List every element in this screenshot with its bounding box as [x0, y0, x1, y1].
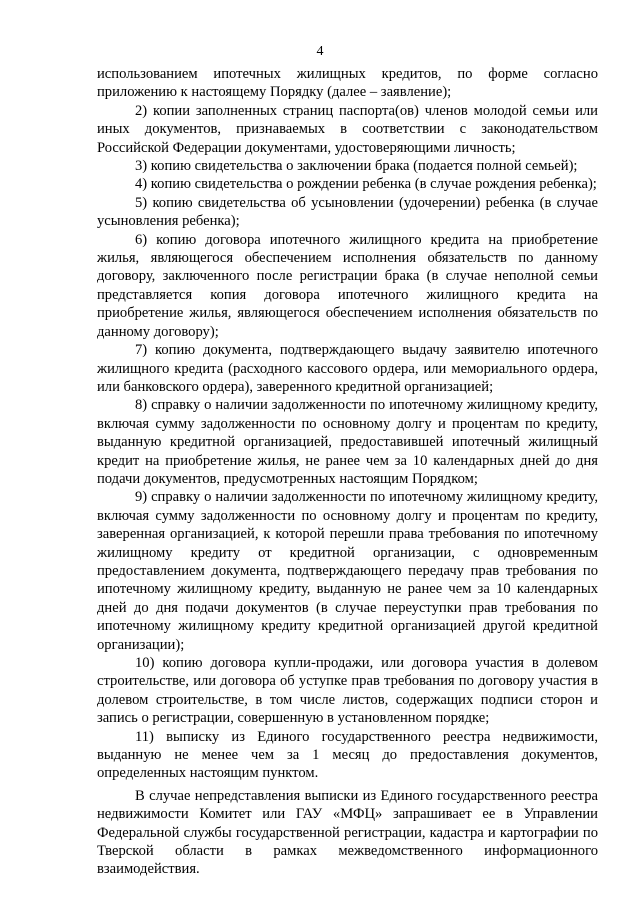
- paragraph-continuation: использованием ипотечных жилищных кредитов, по форме согласно приложению к настоящему Порядку (далее – заявление);: [97, 66, 598, 101]
- document-body: [97, 65, 598, 879]
- list-item-3: 3) копию свидетельства о заключении брака (подается полной семьей);: [135, 158, 578, 175]
- list-item-5: 5) копию свидетельства об усыновлении (удочерении) ребенка (в случае усыновления ребенка);: [97, 194, 598, 230]
- list-item-4: 4) копию свидетельства о рождении ребенка (в случае рождения ребенка);: [135, 176, 597, 193]
- list-item-11: 11) выписку из Единого государственного реестра недвижимости, выданную не менее чем за 1 месяц до предоставления документов, определенных настоящим пунктом.: [97, 728, 598, 782]
- list-item-2: 2) копии заполненных страниц паспорта(ов) членов молодой семьи или иных документов, признаваемых в соответствии с законодательством Российской Федерации документами, удостоверяющими личность;: [97, 102, 598, 156]
- paragraph-final: В случае непредставления выписки из Единого государственного реестра недвижимости Комитет или ГАУ «МФЦ» запрашивает ее в Управлении Федеральной службы государственной регистрации, кадастра и картографии по Тверской области в рамках межведомственного информационного взаимодействия.: [97, 787, 598, 878]
- list-item-6: 6) копию договора ипотечного жилищного кредита на приобретение жилья, являющегося обеспечением исполнения обязательств по данному договору, заключенного после регистрации брака (в случае неполной семьи представляется копия договора ипотечного жилищного кредита на приобретение жилья, являющегося обеспечением исполнения обязательств по данному договору);: [97, 231, 598, 340]
- list-item-9: 9) справку о наличии задолженности по ипотечному жилищному кредиту, включая сумму задолженности по основному долгу и процентам по кредиту, заверенная организацией, к которой перешли права требования по ипотечному жилищному кредиту от кредитной организации, с одновременным предоставлением документа, подтверждающего передачу прав требования по ипотечному жилищному кредиту, выданную не ранее чем за 10 календарных дней до дня подачи документов (в случае переуступки прав требования по ипотечному жилищному кредиту кредитной организацией другой кредитной организации);: [97, 489, 598, 653]
- list-item-8: 8) справку о наличии задолженности по ипотечному жилищному кредиту, включая сумму задолженности по основному долгу и процентам по кредиту, выданную кредитной организацией, предоставившей ипотечный жилищный кредит на приобретение жилья, не ранее чем за 10 календарных дней до дня подачи документов, предусмотренных настоящим Порядком;: [97, 397, 598, 487]
- list-item-7: 7) копию документа, подтверждающего выдачу заявителю ипотечного жилищного кредита (расходного кассового ордера, или мемориального ордера, или банковского ордера), заверенного кредитной организацией;: [97, 342, 598, 395]
- list-item-10: 10) копию договора купли-продажи, или договора участия в долевом строительстве, или договора об уступке прав требования по договору участия в долевом строительстве, в том числе листов, содержащих подписи сторон и запись о регистрации, совершенную в установленном порядке;: [97, 655, 598, 727]
- page-number: 4: [316, 44, 324, 59]
